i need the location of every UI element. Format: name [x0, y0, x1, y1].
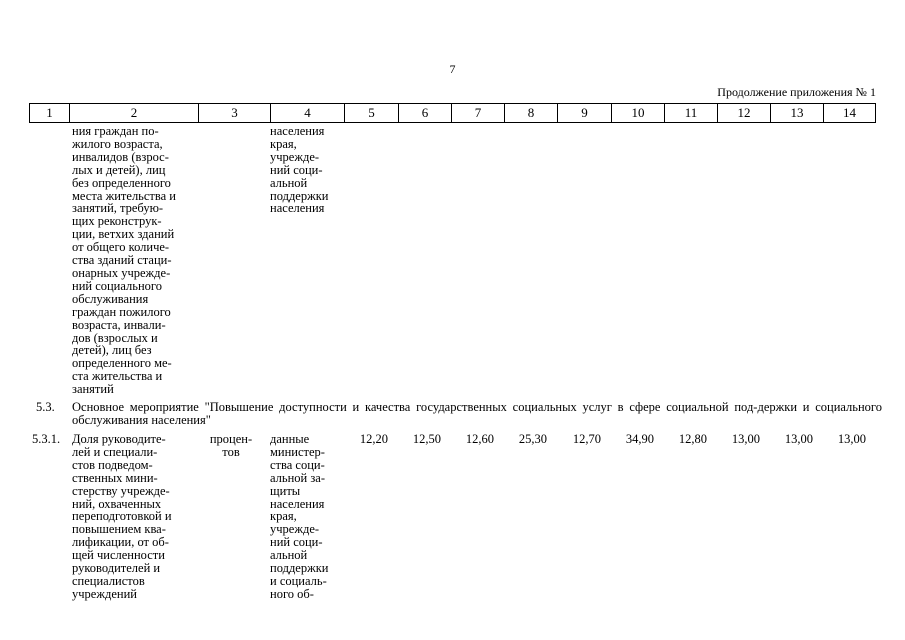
continued-row-indicator-text: ния граждан по- жилого возраста, инвалидов (взрос- лых и детей), лиц без определенного места жительства и занятий, требую- щих реконструк- ции, ветхих зданий от общего количе- ства зданий стаци- онарных учрежде- ний социального обслуживания граждан пожилого возраста, инвали- дов (взрослых и детей), лиц без определенного ме- ста жительства и занятий: [72, 124, 176, 397]
table-header-row: [29, 103, 876, 123]
indicator-unit: процен- тов: [209, 432, 253, 459]
section-title: Основное мероприятие "Повышение доступности и качества государственных социальных услуг в сфере социальной под-держки и социального обслуживания населения": [72, 400, 882, 427]
header-col-6: 6: [398, 104, 451, 122]
value-col-13: 13,00: [784, 432, 813, 446]
value-col-14: 13,00: [837, 432, 866, 446]
header-col-4: 4: [270, 104, 344, 122]
header-col-13: 13: [770, 104, 823, 122]
header-col-9: 9: [557, 104, 611, 122]
header-col-7: 7: [451, 104, 504, 122]
indicator-source: данные министер- ства соци- альной за- щиты населения края, учрежде- ний соци- альной поддержки и социаль- ного об-: [270, 432, 329, 601]
page-number: 7: [449, 62, 456, 76]
header-col-8: 8: [504, 104, 557, 122]
indicator-number: 5.3.1.: [32, 432, 61, 446]
value-col-9: 12,70: [572, 432, 601, 446]
indicator-name: Доля руководите- лей и специали- стов подведом- ственных мини- стерству учрежде- ний, охваченных переподготовкой и повышением ква- лификации, от об- щей численности руководителей и специалистов учреждений: [72, 432, 172, 601]
value-col-11: 12,80: [678, 432, 707, 446]
header-col-14: 14: [823, 104, 875, 122]
value-col-8: 25,30: [518, 432, 547, 446]
value-col-5: 12,20: [359, 432, 388, 446]
value-col-6: 12,50: [412, 432, 441, 446]
header-col-12: 12: [717, 104, 770, 122]
header-col-11: 11: [664, 104, 717, 122]
value-col-10: 34,90: [625, 432, 654, 446]
header-col-10: 10: [611, 104, 664, 122]
header-col-1: 1: [46, 105, 53, 120]
section-number: 5.3.: [36, 400, 55, 414]
value-col-7: 12,60: [465, 432, 494, 446]
header-col-2: 2: [69, 104, 198, 122]
continued-row-source-text: населения края, учрежде- ний соци- альной поддержки населения: [270, 124, 329, 216]
header-col-5: 5: [344, 104, 398, 122]
header-col-3: 3: [198, 104, 270, 122]
value-col-12: 13,00: [731, 432, 760, 446]
continuation-label: Продолжение приложения № 1: [717, 85, 876, 99]
